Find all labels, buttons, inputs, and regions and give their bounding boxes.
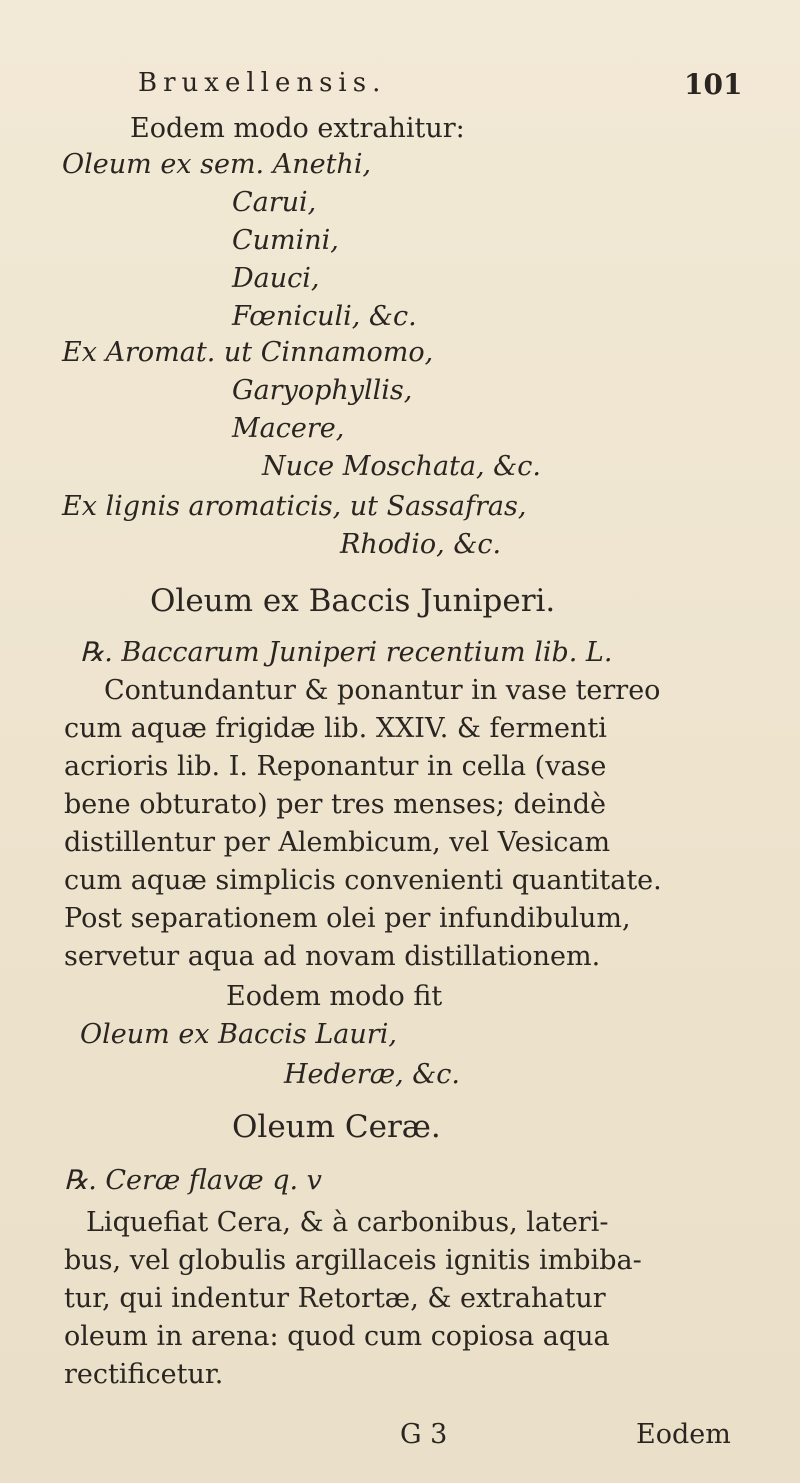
oil-list-line: Oleum ex Baccis Lauri, (80, 1019, 397, 1050)
oil-list-line: Ex Aromat. ut Cinnamomo, (62, 337, 434, 368)
body-line: cum aquæ simplicis convenienti quantitate. (64, 865, 662, 896)
oil-list-line: Cumini, (232, 225, 339, 256)
body-line: Post separationem olei per infundibulum, (64, 903, 631, 934)
oil-list-line: Dauci, (232, 263, 320, 294)
body-line: rectificetur. (64, 1359, 224, 1390)
body-line: Eodem modo fit (226, 981, 443, 1012)
body-line: acrioris lib. I. Reponantur in cella (vase (64, 751, 607, 782)
oil-list-line: Ex lignis aromaticis, ut Sassafras, (62, 491, 527, 522)
body-line: oleum in arena: quod cum copiosa aqua (64, 1321, 610, 1352)
page-number: 101 (684, 68, 743, 101)
oil-list-line: Carui, (232, 187, 317, 218)
body-line: tur, qui indentur Retortæ, & extrahatur (64, 1283, 606, 1314)
body-line: Contundantur & ponantur in vase terreo (104, 675, 661, 706)
oil-list-line: Oleum ex sem. Anethi, (62, 149, 372, 180)
intro-line: Eodem modo extrahitur: (130, 113, 465, 144)
recipe-line: ℞. Baccarum Juniperi recentium lib. L. (80, 637, 613, 668)
signature-mark: G 3 (400, 1419, 448, 1450)
body-line: servetur aqua ad novam distillationem. (64, 941, 601, 972)
recipe-line: ℞. Ceræ flavæ q. v (64, 1165, 322, 1196)
section-heading: Oleum Ceræ. (232, 1109, 441, 1145)
body-line: distillentur per Alembicum, vel Vesicam (64, 827, 611, 858)
oil-list-line: Nuce Moschata, &c. (262, 451, 541, 482)
section-heading: Oleum ex Baccis Juniperi. (150, 583, 556, 619)
body-line: cum aquæ frigidæ lib. XXIV. & fermenti (64, 713, 607, 744)
running-title: Bruxellensis. (138, 68, 387, 98)
oil-list-line: Hederæ, &c. (284, 1059, 460, 1090)
body-line: Liquefiat Cera, & à carbonibus, lateri- (86, 1207, 609, 1238)
oil-list-line: Macere, (232, 413, 345, 444)
body-line: bene obturato) per tres menses; deindè (64, 789, 607, 820)
oil-list-line: Rhodio, &c. (340, 529, 502, 560)
catchword: Eodem (636, 1419, 731, 1450)
oil-list-line: Garyophyllis, (232, 375, 413, 406)
oil-list-line: Fœniculi, &c. (232, 301, 417, 332)
body-line: bus, vel globulis argillaceis ignitis imbiba- (64, 1245, 642, 1276)
